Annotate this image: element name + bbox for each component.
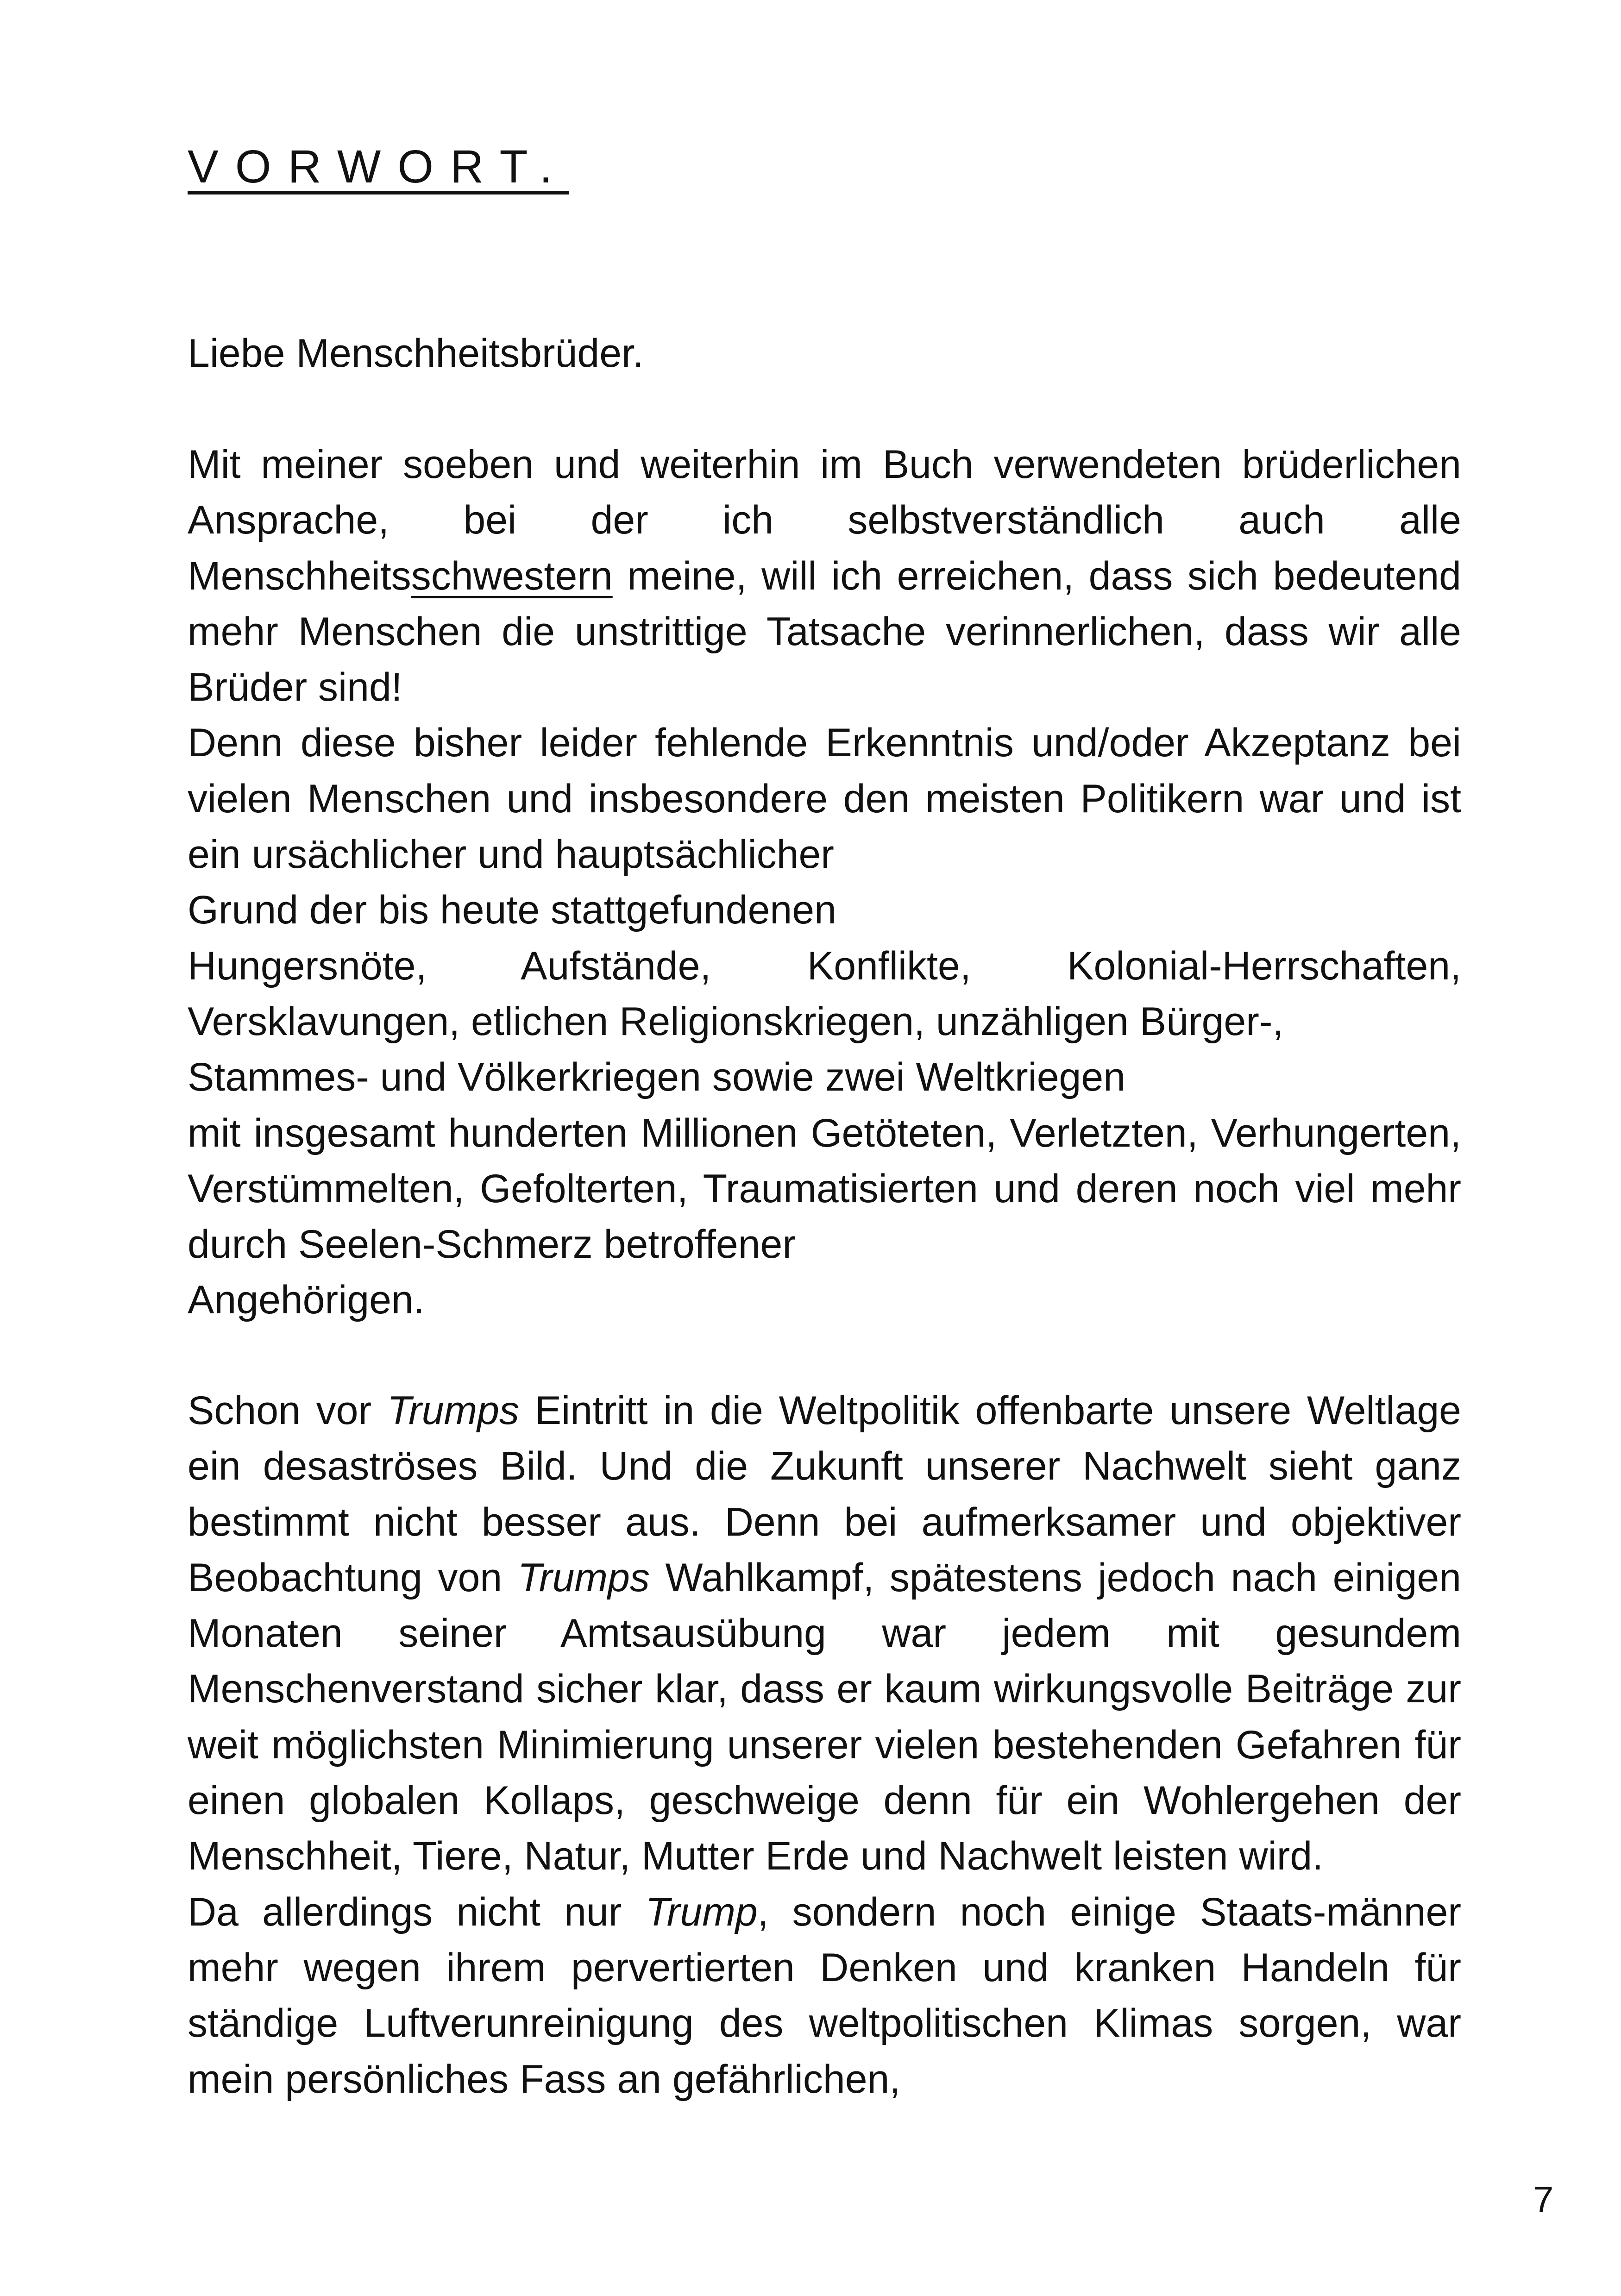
text-run: Schon vor [188,1388,387,1433]
italic-name: Trump [645,1889,758,1934]
text-run: Da allerdings nicht nur [188,1889,646,1934]
paragraph: Angehörigen. [188,1278,425,1323]
text-run: , sondern noch einige Staats-männer mehr wegen ihrem pervertierten Denken und kranken Handeln für ständige Luftverunreinigung des weltpolitischen Klimas sorgen, war mein persönliches Fass an gefährlichen, [188,1889,1461,2102]
paragraph [188,1884,1461,2107]
page-number: 7 [1533,2179,1554,2220]
chapter-heading: VORWORT. [188,141,569,193]
paragraph [188,1383,1461,1884]
text-run: meine, will ich erreichen, dass sich bedeutend mehr Menschen die unstrittige Tatsache verinnerlichen, dass wir alle Brüder sind! [188,553,1461,710]
italic-name: Trumps [517,1555,650,1600]
paragraph: Denn diese bisher leider fehlende Erkenntnis und/oder Akzeptanz bei vielen Menschen und insbesondere den meisten Politikern war und ist ein ursächlicher und hauptsächlicher [188,721,1461,877]
paragraph: Grund der bis heute stattgefundenen [188,888,836,933]
text-run: Wahlkampf, spätestens jedoch nach einigen Monaten seiner Amtsausübung war jedem mit gesundem Menschenverstand sicher klar, dass er kaum wirkungsvolle Beiträge zur weit möglichsten Minimierung unserer vielen bestehenden Gefahren für einen globalen Kollaps, geschweige denn für ein Wohlergehen der Menschheit, Tiere, Natur, Mutter Erde und Nachwelt leisten wird. [188,1555,1461,1879]
body-section-1 [188,437,1461,1328]
paragraph: Stammes- und Völkerkriegen sowie zwei Weltkriegen [188,1055,1126,1100]
paragraph [188,437,1461,715]
salutation: Liebe Menschheitsbrüder. [188,331,644,376]
paragraph: Hungersnöte, Aufstände, Konflikte, Kolonial-Herrschaften, Versklavungen, etlichen Religionskriegen, unzähligen Bürger-, [188,943,1461,1044]
underlined-word: schwestern [411,553,613,598]
italic-name: Trumps [387,1388,519,1433]
text-run: Mit meiner soeben und weiterhin im Buch verwendeten brüderlichen Ansprache, bei der ich selbstverständlich auch alle Menschheits [188,442,1461,598]
text-run: Eintritt in die Weltpolitik offenbarte unsere Weltlage ein desaströses Bild. Und die Zukunft unserer Nachwelt sieht ganz bestimmt nicht besser aus. Denn bei aufmerksamer und objektiver Beobachtung von [188,1388,1462,1600]
page-content [188,141,1462,2102]
paragraph: mit insgesamt hunderten Millionen Getöteten, Verletzten, Verhungerten, Verstümmelten, Gefolterten, Traumatisierten und deren noch viel mehr durch Seelen-Schmerz betroffener [188,1110,1461,1267]
body-section-2 [188,1383,1461,2107]
